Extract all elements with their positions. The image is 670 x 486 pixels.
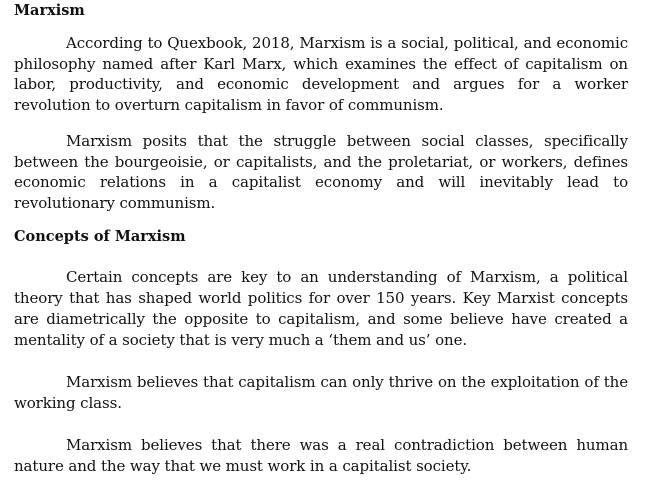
paragraph-exploitation: Marxism believes that capitalism can only thrive on the exploitation of the working class.: [14, 373, 628, 412]
paragraph-class-struggle: Marxism posits that the struggle between social classes, specifically between the bourgeoisie, or capitalists, and the proletariat, or workers, defines economic relations in a capitalist economy and will inevitably lead to revolutionary communism.: [14, 132, 628, 212]
section-heading-marxism: Marxism: [14, 2, 85, 19]
paragraph-contradiction: Marxism believes that there was a real contradiction between human nature and the way that we must work in a capitalist society.: [14, 436, 628, 475]
paragraph-key-concepts: Certain concepts are key to an understanding of Marxism, a political theory that has shaped world politics for over 150 years. Key Marxist concepts are diametrically the opposite to capitalism, and some believe have created a mentality of a society that is very much a ‘them and us’ one.: [14, 268, 628, 349]
section-heading-concepts: Concepts of Marxism: [14, 228, 186, 245]
paragraph-definition: According to Quexbook, 2018, Marxism is a social, political, and economic philosophy named after Karl Marx, which examines the effect of capitalism on labor, productivity, and economic development and argues for a worker revolution to overturn capitalism in favor of communism.: [14, 34, 628, 114]
